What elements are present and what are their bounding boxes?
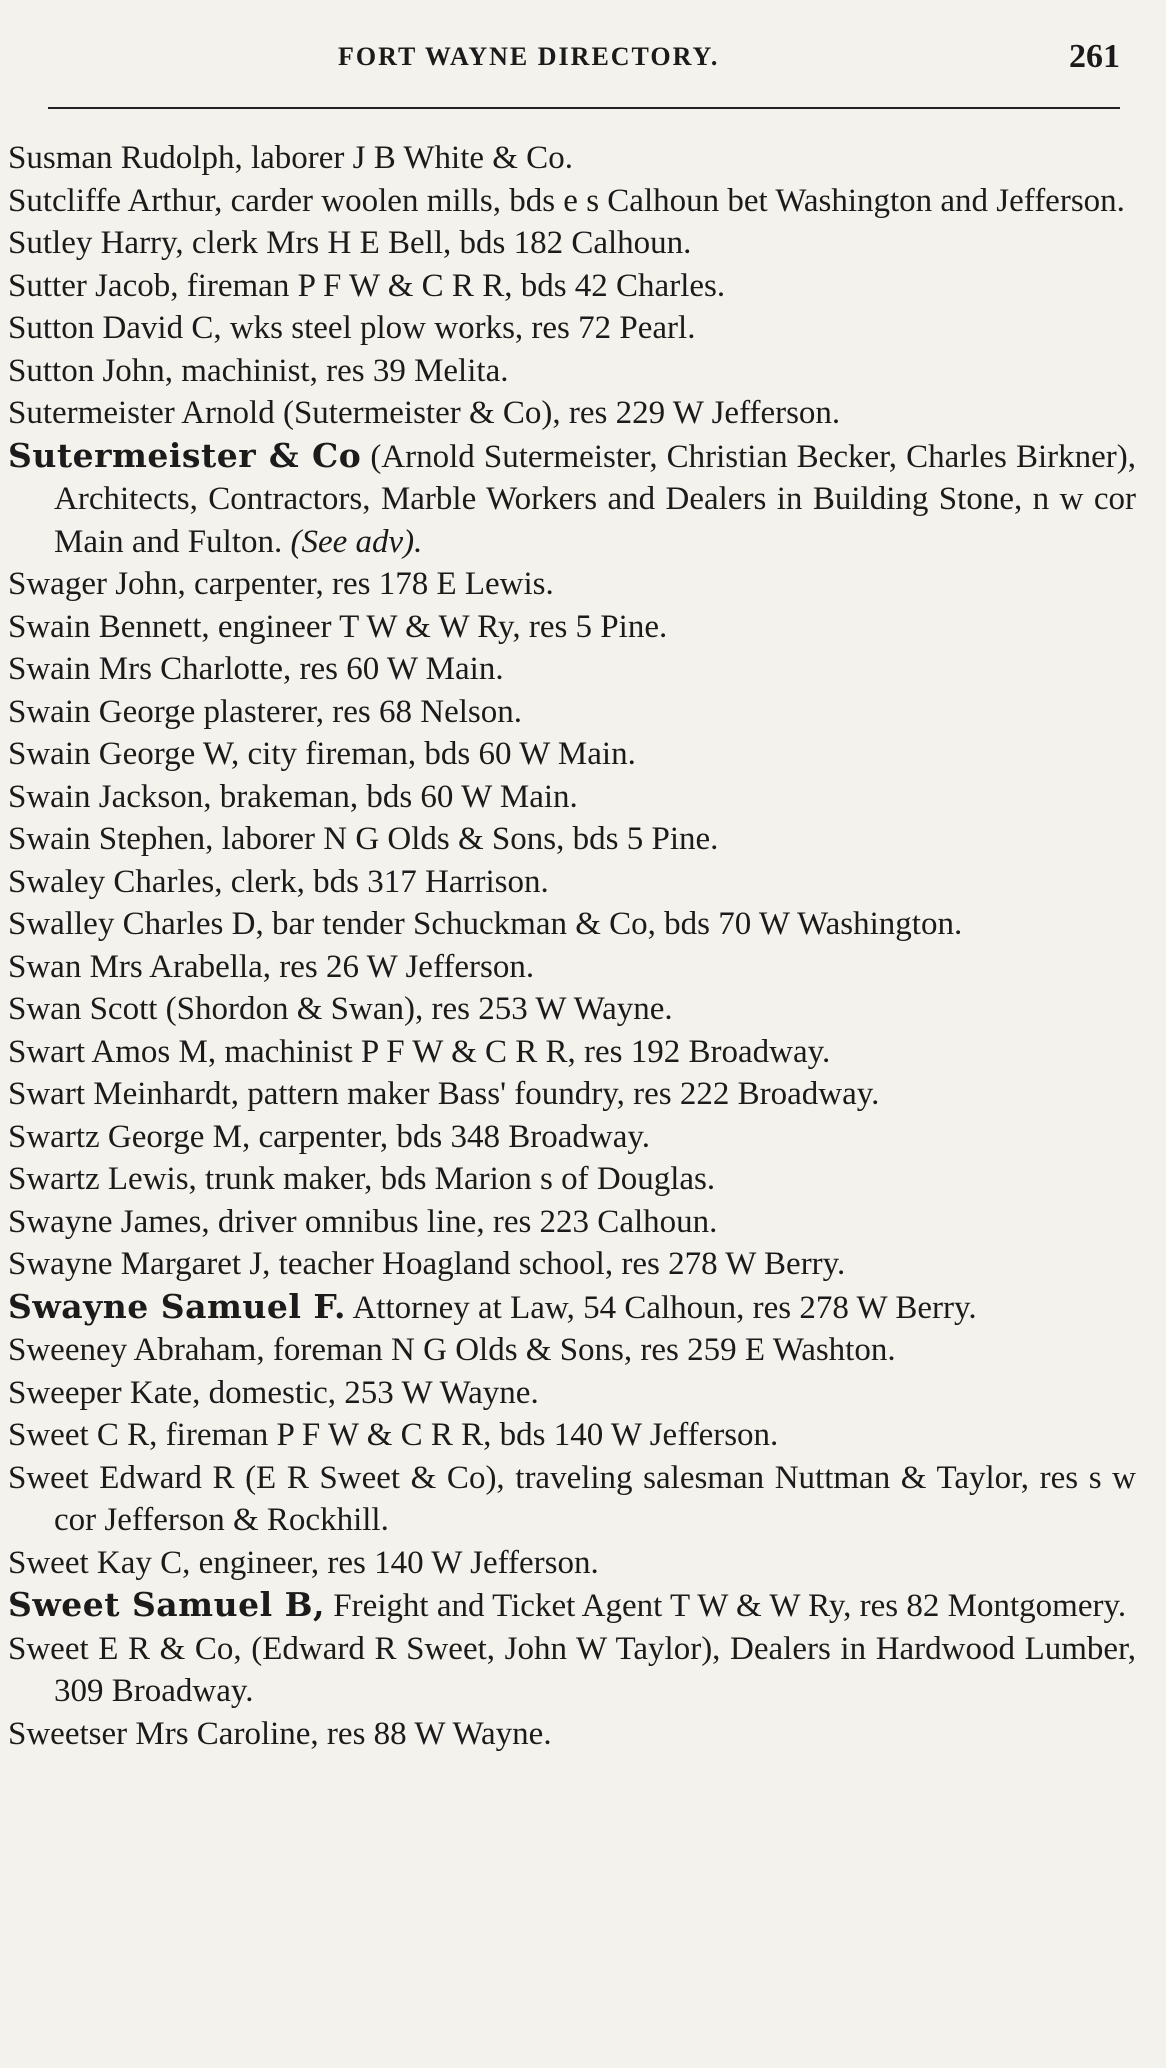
entry-text: Swart Meinhardt, pattern maker Bass' foundry, res 222 Broadway. — [8, 1076, 880, 1112]
entry-text: Swan Scott (Shordon & Swan), res 253 W Wayne. — [8, 991, 673, 1027]
directory-entry — [8, 137, 1136, 180]
directory-entry — [8, 1584, 1136, 1628]
entry-text: Swain Mrs Charlotte, res 60 W Main. — [8, 651, 504, 687]
directory-entry — [8, 563, 1136, 606]
entry-text: Swayne James, driver omnibus line, res 223 Calhoun. — [8, 1203, 718, 1240]
entry-text: Swain George plasterer, res 68 Nelson. — [8, 693, 523, 730]
entry-text: Swaley Charles, clerk, bds 317 Harrison. — [8, 863, 549, 900]
entry-text: Swain George W, city fireman, bds 60 W Main. — [8, 736, 636, 772]
directory-entry — [8, 861, 1136, 904]
directory-entry — [8, 1713, 1136, 1756]
directory-entry — [8, 776, 1136, 819]
directory-entry — [8, 903, 1136, 946]
directory-entry — [8, 988, 1136, 1031]
directory-entry — [8, 1031, 1136, 1074]
entry-text: Swartz Lewis, trunk maker, bds Marion s of Douglas. — [8, 1161, 716, 1197]
entry-text: Sutcliffe Arthur, carder woolen mills, bds e s Calhoun bet Washington and Jefferson. — [8, 182, 1125, 219]
entry-text: Swain Stephen, laborer N G Olds & Sons, bds 5 Pine. — [8, 821, 719, 857]
directory-entry — [8, 1628, 1136, 1713]
page-number: 261 — [1069, 38, 1120, 75]
directory-entry — [8, 733, 1136, 776]
directory-entry — [8, 1372, 1136, 1415]
directory-entry — [8, 648, 1136, 691]
directory-entry — [8, 1286, 1136, 1330]
page-header — [0, 36, 1166, 76]
entry-text: Sweet Kay C, engineer, res 140 W Jefferson. — [8, 1544, 599, 1581]
entry-bold-name: Sweet Samuel B, — [8, 1585, 325, 1624]
entry-text: Sutter Jacob, fireman P F W & C R R, bds 42 Charles. — [8, 267, 726, 304]
directory-entry — [8, 392, 1136, 435]
entry-text: Swalley Charles D, bar tender Schuckman & Co, bds 70 W Washington. — [8, 906, 963, 942]
entry-text: Freight and Ticket Agent T W & W Ry, res 82 Montgomery. — [325, 1588, 1127, 1624]
directory-entry — [8, 1542, 1136, 1585]
entry-text: Swartz George M, carpenter, bds 348 Broadway. — [8, 1118, 650, 1155]
entry-text: Sweeper Kate, domestic, 253 W Wayne. — [8, 1374, 539, 1411]
entry-text: Sutton David C, wks steel plow works, res 72 Pearl. — [8, 310, 696, 346]
directory-entry — [8, 350, 1136, 393]
directory-entry — [8, 691, 1136, 734]
entry-text: Swayne Margaret J, teacher Hoagland school, res 278 W Berry. — [8, 1246, 846, 1282]
directory-entry — [8, 946, 1136, 989]
directory-entry — [8, 180, 1136, 223]
directory-entry — [8, 1243, 1136, 1286]
directory-entry — [8, 265, 1136, 308]
directory-entry — [8, 1116, 1136, 1159]
entry-text: Sweet C R, fireman P F W & C R R, bds 140 W Jefferson. — [8, 1417, 779, 1453]
entry-bold-name: Swayne Samuel F. — [8, 1286, 347, 1326]
entry-text: Sweet E R & Co, (Edward R Sweet, John W Taylor), Dealers in Hardwood Lumber, 309 Broadway. — [8, 1630, 1136, 1709]
directory-entry — [8, 1158, 1136, 1201]
entry-text: Sutton John, machinist, res 39 Melita. — [8, 352, 509, 389]
entry-text: Swart Amos M, machinist P F W & C R R, res 192 Broadway. — [8, 1033, 831, 1070]
directory-entries — [8, 137, 1136, 1755]
header-rule — [48, 107, 1120, 109]
entry-see-adv-note: (See adv). — [290, 523, 423, 560]
directory-entry — [8, 818, 1136, 861]
entry-text: (Arnold Sutermeister, Christian Becker, Charles Birkner), Architects, Contractors, Marble Workers and Dealers in Building Stone, n w cor Main and Fulton. — [54, 438, 1136, 560]
entry-text: Sweet Edward R (E R Sweet & Co), traveling salesman Nuttman & Taylor, res s w cor Jefferson & Rockhill. — [8, 1459, 1136, 1538]
directory-entry — [8, 1073, 1136, 1116]
directory-entry — [8, 1457, 1136, 1542]
directory-entry — [8, 1329, 1136, 1372]
entry-text: Sweetser Mrs Caroline, res 88 W Wayne. — [8, 1715, 552, 1752]
entry-text: Sutley Harry, clerk Mrs H E Bell, bds 182 Calhoun. — [8, 225, 692, 261]
entry-text: Swan Mrs Arabella, res 26 W Jefferson. — [8, 948, 535, 985]
directory-entry — [8, 606, 1136, 649]
entry-text: Swager John, carpenter, res 178 E Lewis. — [8, 566, 554, 602]
entry-text: Attorney at Law, 54 Calhoun, res 278 W Berry. — [346, 1289, 977, 1326]
entry-text: Swain Jackson, brakeman, bds 60 W Main. — [8, 778, 578, 815]
entry-text: Swain Bennett, engineer T W & W Ry, res 5 Pine. — [8, 608, 668, 645]
entry-text: Sweeney Abraham, foreman N G Olds & Sons, res 259 E Washton. — [8, 1332, 896, 1368]
running-head: FORT WAYNE DIRECTORY. — [338, 42, 720, 71]
directory-entry — [8, 222, 1136, 265]
entry-text: Susman Rudolph, laborer J B White & Co. — [8, 140, 573, 176]
entry-bold-name: Sutermeister & Co — [8, 435, 362, 475]
directory-entry — [8, 307, 1136, 350]
directory-entry — [8, 1201, 1136, 1244]
directory-entry — [8, 1414, 1136, 1457]
entry-text: Sutermeister Arnold (Sutermeister & Co), res 229 W Jefferson. — [8, 395, 841, 431]
directory-entry — [8, 435, 1136, 564]
